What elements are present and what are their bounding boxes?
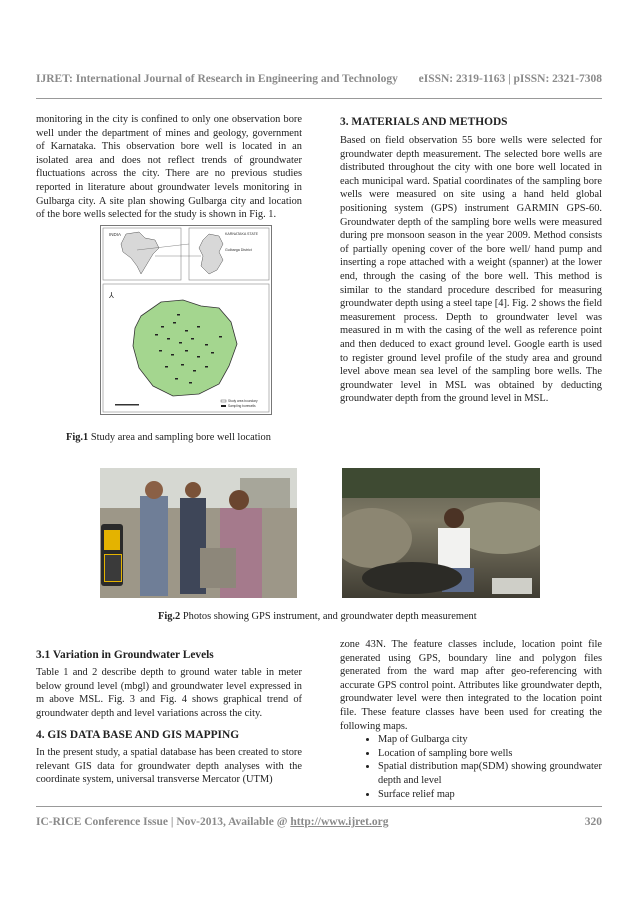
running-footer [36,816,602,828]
gis-continued-section [340,638,602,801]
fig1-caption [66,432,271,443]
legend-boundary: Study area boundary [228,399,258,403]
continued-body: zone 43N. The feature classes include, location point file generated using GPS, boundary line and polygon files generated from the ward map after geo-referencing with accurate GPS control point. Attributes like groundwater depth, groundwater level were then integrated to the location point file. These feature classes have been used for creating the following maps. [340,639,602,732]
issn: eISSN: 2319-1163 | pISSN: 2321-7308 [418,73,602,85]
india-label: INDIA [109,232,122,237]
running-header [36,73,602,85]
list-item: • Map of Gulbarga city [378,733,602,747]
list-item: • Surface relief map [378,788,602,802]
north-arrow-icon: ⅄ [109,291,114,300]
karnataka-label: KARNATAKA STATE [225,232,259,236]
field-measurement-photo [342,468,540,598]
left-intro-text: monitoring in the city is confined to only one observation bore well under the department of mines and geology, government of Karnataka. This observation bore well is located in an isolated area and does not reflect trends of groundwater fluctuations across the city. There are no previous studies reported in literature about groundwater levels monitoring in Gulbarga city. A site plan showing Gulbarga city and location of the bore wells selected for the study is shown in Fig. 1. [36,114,302,221]
left-intro-block [36,113,302,222]
fig2-caption-text: Photos showing GPS instrument, and groundwater depth measurement [182,611,477,622]
footer-rule [36,806,602,807]
map-figure [101,226,271,414]
gis-section [36,728,302,787]
materials-methods-section [340,115,602,406]
list-item: • Location of sampling bore wells [378,747,602,761]
map-list [340,733,602,801]
footer-left [36,816,388,828]
journal-title: IJRET: International Journal of Research in Engineering and Technology [36,73,398,85]
district-label: Gulbarga District [225,248,252,252]
gps-device-icon [101,524,123,586]
section-body: In the present study, a spatial database has been created to store relevant GIS data for groundwater depth analyses with the coordinate system, universal transverse Mercator (UTM) [36,747,302,786]
fig2-caption [158,611,477,622]
section-heading: 4. GIS DATA BASE AND GIS MAPPING [36,729,240,741]
legend-wells: Sampling borewells [228,404,256,408]
gps-measurement-photo [100,468,297,598]
fig1-label: Fig.1 [66,432,89,443]
section-heading: 3.1 Variation in Groundwater Levels [36,649,214,661]
section-body: Based on field observation 55 bore wells were selected for groundwater depth measurement. The selected bore wells are distributed throughout the city with one bore well located in each municipal ward. Spatial coordinates of the sampling bore wells were measured on site using a hand held global positioning system (GPS) instrument GARMIN GPS-60. Groundwater depth of the sampling bore wells were measured during pre monsoon season in the year 2009. Method consists of partially opening cover of the bore well/ hand pump and inserting a rope attached with a weight (spanner) at the lower end, through the casing of the bore well. This method is similar to the standard procedure described for measuring groundwater depth using a steel tape [4]. Fig. 2 shows the field measurement process. Depth to groundwater level was measured in m with the casing of the well as reference point and then deduced to exact ground level. Google earth is used to register ground level profile of the study area and ground level above mean sea level of the sampling bore wells. The groundwater level in MSL was obtained by deducting groundwater depth from the ground level in MSL. [340,135,602,405]
fig1-map [100,225,272,415]
footer-prefix: IC-RICE Conference Issue | Nov-2013, Available @ [36,816,288,828]
section-body: Table 1 and 2 describe depth to ground water table in meter below ground level (mbgl) and groundwater level expressed in m above MSL. Fig. 3 and Fig. 4 shows graphical trend of groundwater depth and level variations across the city. [36,667,302,719]
variation-section [36,648,302,720]
fig1-caption-text: Study area and sampling bore well location [90,432,271,443]
fig2-label: Fig.2 [158,611,181,622]
section-heading: 3. MATERIALS AND METHODS [340,116,508,128]
journal-link[interactable]: http://www.ijret.org [290,816,389,828]
list-item: • Spatial distribution map(SDM) showing groundwater depth and level [378,760,602,787]
header-rule [36,98,602,99]
page-number: 320 [584,816,602,828]
